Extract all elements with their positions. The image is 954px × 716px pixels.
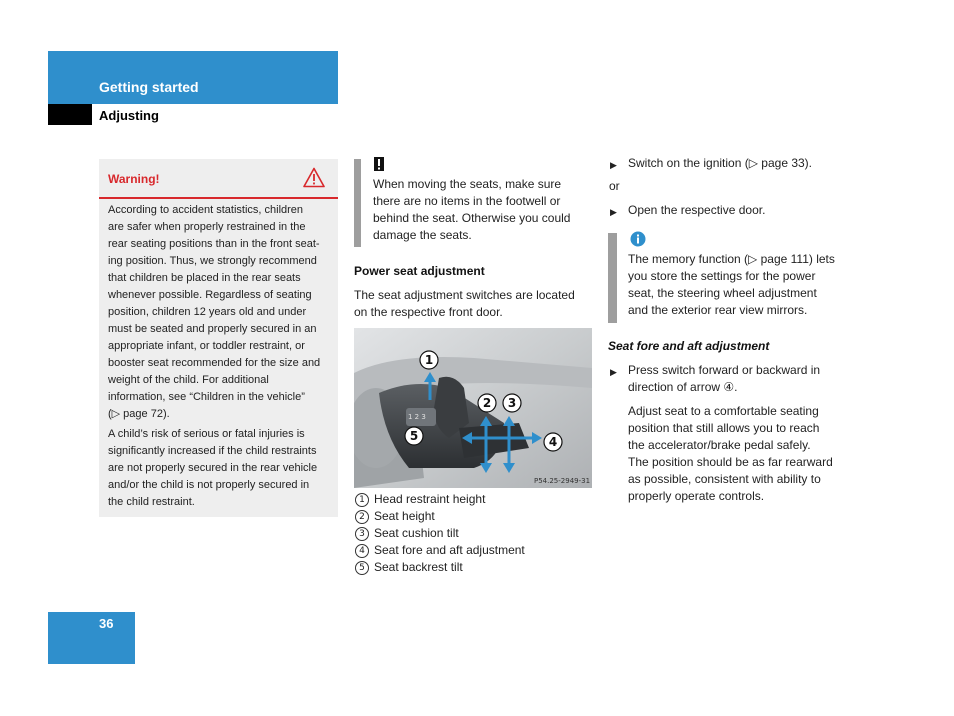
photo-label: 5 xyxy=(409,429,419,443)
legend-text: Seat backrest tilt xyxy=(374,560,463,574)
page-number-band xyxy=(48,612,135,664)
legend-number: 1 xyxy=(355,493,369,507)
text-line: are not properly secured in the rear vehicle xyxy=(108,462,318,474)
text-line: appropriate infant, or toddler restraint, or xyxy=(108,340,305,352)
info-text xyxy=(628,251,854,319)
fore-aft-paragraph xyxy=(628,403,854,505)
text-line: whenever possible. Regardless of seating xyxy=(108,289,312,301)
legend-item xyxy=(355,508,435,525)
legend-number: 3 xyxy=(355,527,369,541)
legend-item xyxy=(355,491,485,508)
text-line: Press switch forward or backward in xyxy=(628,363,821,377)
svg-text:1 2 3: 1 2 3 xyxy=(408,413,426,421)
text-line: position that still allows you to reach xyxy=(628,421,820,435)
text-line: must be seated and properly secured in an xyxy=(108,323,317,335)
photo-code: P54.25-2949-31 xyxy=(534,477,591,485)
text-line: on the respective front door. xyxy=(354,305,503,319)
warning-paragraph-2 xyxy=(108,426,336,511)
text-line: are safer when properly restrained in the xyxy=(108,221,306,233)
photo-label: 4 xyxy=(548,435,558,449)
bullet-icon: ▶ xyxy=(610,207,617,217)
text-line: ing position. Thus, we strongly recommend xyxy=(108,255,317,267)
text-line: (▷ page 72). xyxy=(108,408,170,420)
text-line: A child’s risk of serious or fatal injuries is xyxy=(108,428,305,440)
fore-aft-heading: Seat fore and aft adjustment xyxy=(608,339,770,353)
note-bar xyxy=(354,159,361,247)
step-open-door: Open the respective door. xyxy=(628,203,766,217)
text-line: position, children 12 years old and under xyxy=(108,306,307,318)
fore-aft-step xyxy=(628,362,854,396)
photo-label: 1 xyxy=(424,353,434,367)
text-line: properly operate controls. xyxy=(628,489,765,503)
info-bar xyxy=(608,233,617,323)
legend-number: 5 xyxy=(355,561,369,575)
header-band xyxy=(48,51,338,104)
warning-triangle-icon xyxy=(303,167,325,188)
subsection-title: Adjusting xyxy=(99,108,159,123)
text-line: you store the settings for the power xyxy=(628,269,816,283)
text-line: behind the seat. Otherwise you could xyxy=(373,211,571,225)
or-text: or xyxy=(609,179,620,193)
text-line: weight of the child. For additional xyxy=(108,374,269,386)
section-title: Getting started xyxy=(99,79,199,95)
text-line: The position should be as far rearward xyxy=(628,455,833,469)
photo-label: 2 xyxy=(482,396,492,410)
seat-switch-photo xyxy=(354,328,592,488)
text-line: When moving the seats, make sure xyxy=(373,177,562,191)
warning-paragraph-1 xyxy=(108,202,336,423)
text-line: and the exterior rear view mirrors. xyxy=(628,303,808,317)
legend-text: Seat height xyxy=(374,509,435,523)
legend-item xyxy=(355,525,459,542)
note-text xyxy=(373,176,593,244)
text-line: that children be placed in the rear seats xyxy=(108,272,301,284)
text-line: the child restraint. xyxy=(108,496,195,508)
text-line: damage the seats. xyxy=(373,228,472,242)
legend-number: 2 xyxy=(355,510,369,524)
text-line: direction of arrow ④. xyxy=(628,380,738,394)
power-seat-text xyxy=(354,287,594,321)
legend-number: 4 xyxy=(355,544,369,558)
text-line: as possible, consistent with ability to xyxy=(628,472,821,486)
legend-text: Seat fore and aft adjustment xyxy=(374,543,525,557)
legend-text: Seat cushion tilt xyxy=(374,526,459,540)
exclamation-icon xyxy=(373,156,385,172)
step-ignition: Switch on the ignition (▷ page 33). xyxy=(628,156,813,170)
text-line: According to accident statistics, children xyxy=(108,204,304,216)
text-line: information, see “Children in the vehicle” xyxy=(108,391,305,403)
text-line: seat, the steering wheel adjustment xyxy=(628,286,817,300)
text-line: Adjust seat to a comfortable seating xyxy=(628,404,819,418)
text-line: there are no items in the footwell or xyxy=(373,194,561,208)
warning-divider xyxy=(99,197,338,199)
text-line: and/or the child is not properly secured in xyxy=(108,479,310,491)
bullet-icon: ▶ xyxy=(610,160,617,170)
page-number: 36 xyxy=(99,616,114,631)
legend-item xyxy=(355,542,525,559)
text-line: the accelerator/brake pedal safely. xyxy=(628,438,811,452)
power-seat-heading: Power seat adjustment xyxy=(354,264,485,278)
photo-label: 3 xyxy=(507,396,517,410)
bullet-icon: ▶ xyxy=(610,367,617,377)
subsection-marker xyxy=(48,104,92,125)
legend-text: Head restraint height xyxy=(374,492,486,506)
text-line: significantly increased if the child restraints xyxy=(108,445,317,457)
text-line: The memory function (▷ page 111) lets xyxy=(628,252,835,266)
text-line: booster seat recommended for the size and xyxy=(108,357,321,369)
info-icon xyxy=(630,231,646,247)
seat-switch-illustration xyxy=(354,328,592,488)
warning-title: Warning! xyxy=(108,172,160,186)
legend-item xyxy=(355,559,463,576)
text-line: rear seating positions than in the front seat- xyxy=(108,238,320,250)
text-line: The seat adjustment switches are located xyxy=(354,288,575,302)
